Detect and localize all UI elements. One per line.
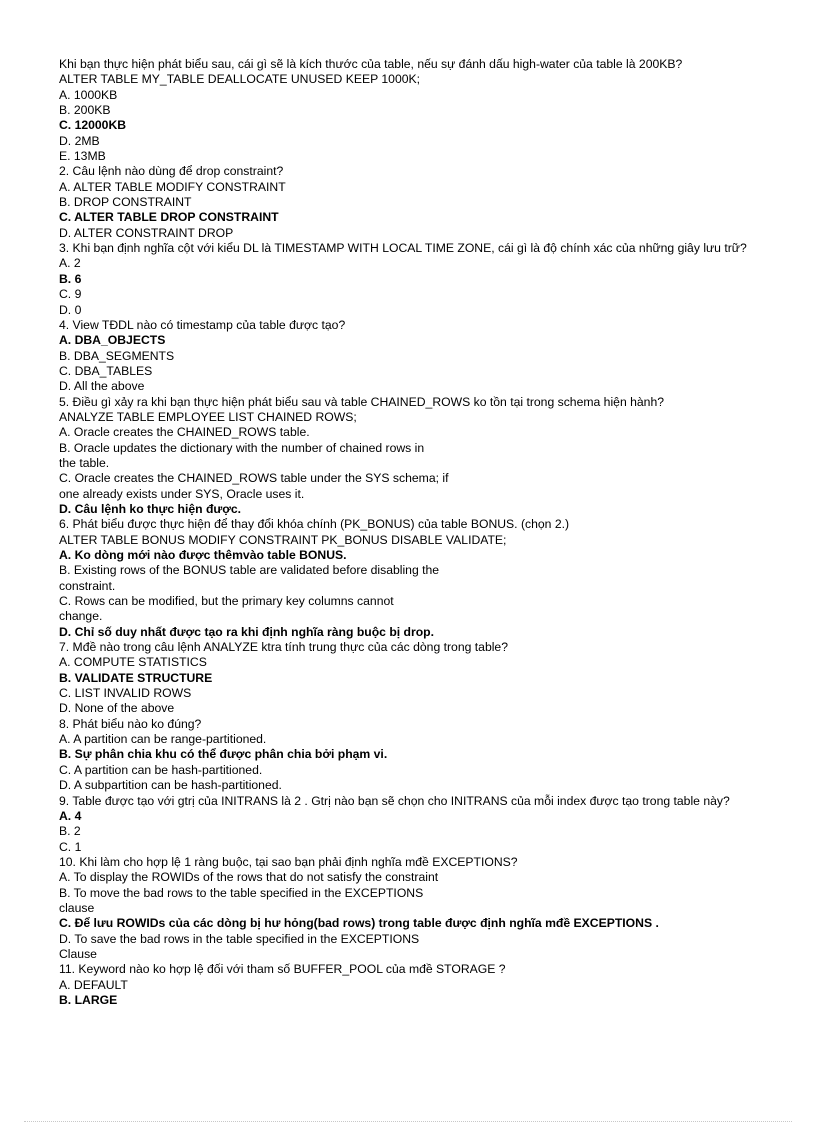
- page-bottom-divider: [24, 1121, 792, 1122]
- text-line: D. ALTER CONSTRAINT DROP: [59, 225, 234, 240]
- text-line: A. COMPUTE STATISTICS: [59, 655, 207, 670]
- text-line: A. ALTER TABLE MODIFY CONSTRAINT: [59, 179, 286, 194]
- text-line: 8. Phát biểu nào ko đúng?: [59, 716, 202, 731]
- text-line: 6. Phát biểu được thực hiện để thay đổi khóa chính (PK_BONUS) của table BONUS. (chọn 2.): [59, 517, 570, 532]
- text-line: D. Chỉ số duy nhất được tạo ra khi định nghĩa ràng buộc bị drop.: [59, 624, 434, 639]
- text-line: B. Oracle updates the dictionary with the number of chained rows in: [59, 440, 425, 455]
- text-line: B. DROP CONSTRAINT: [59, 195, 192, 210]
- text-line: D. A subpartition can be hash-partitioned.: [59, 778, 282, 793]
- text-line: A. A partition can be range-partitioned.: [59, 732, 267, 747]
- text-line: D. 0: [59, 302, 82, 317]
- text-line: C. DBA_TABLES: [59, 363, 153, 378]
- text-line: D. None of the above: [59, 701, 175, 716]
- text-line: C. 1: [59, 839, 82, 854]
- text-line: A. DEFAULT: [59, 977, 128, 992]
- text-line: B. VALIDATE STRUCTURE: [59, 670, 213, 685]
- text-line: A. 1000KB: [59, 87, 118, 102]
- text-line: E. 13MB: [59, 149, 106, 164]
- text-line: C. Rows can be modified, but the primary key columns cannot: [59, 594, 394, 609]
- text-line: A. 2: [59, 256, 81, 271]
- text-line: A. Oracle creates the CHAINED_ROWS table.: [59, 425, 310, 440]
- text-line: A. DBA_OBJECTS: [59, 333, 166, 348]
- text-line: B. Existing rows of the BONUS table are validated before disabling the: [59, 563, 440, 578]
- text-line: A. 4: [59, 808, 82, 823]
- text-line: 10. Khi làm cho hợp lệ 1 ràng buộc, tại sao bạn phải định nghĩa mđề EXCEPTIONS?: [59, 854, 518, 869]
- text-line: Khi bạn thực hiện phát biểu sau, cái gì sẽ là kích thước của table, nếu sự đánh dấu high-water của table là 200KB?: [59, 57, 683, 71]
- text-line: A. To display the ROWIDs of the rows that do not satisfy the constraint: [59, 870, 439, 885]
- text-line: B. 6: [59, 271, 82, 286]
- text-line: B. 200KB: [59, 103, 111, 118]
- text-line: the table.: [59, 455, 110, 470]
- text-line: C. Để lưu ROWIDs của các dòng bị hư hỏng(bad rows) trong table được định nghĩa mđề EXCEPTIONS .: [59, 916, 659, 931]
- text-line: 5. Điều gì xảy ra khi bạn thực hiện phát biểu sau và table CHAINED_ROWS ko tồn tại trong schema hiện hành?: [59, 394, 665, 409]
- text-line: Clause: [59, 946, 97, 961]
- text-line: 3. Khi bạn định nghĩa cột với kiểu DL là TIMESTAMP WITH LOCAL TIME ZONE, cái gì là độ chính xác của những giây lưu trữ?: [59, 241, 747, 256]
- text-line: B. Sự phân chia khu có thể được phân chia bởi phạm vi.: [59, 747, 388, 762]
- text-line: D. 2MB: [59, 133, 100, 148]
- text-line: 9. Table được tạo với gtrị của INITRANS là 2 . Gtrị nào bạn sẽ chọn cho INITRANS của mỗi index được tạo trong table này?: [59, 793, 730, 808]
- text-line: C. 9: [59, 287, 82, 302]
- text-line: D. Câu lệnh ko thực hiện được.: [59, 501, 242, 516]
- text-line: D. All the above: [59, 379, 145, 394]
- text-line: C. Oracle creates the CHAINED_ROWS table under the SYS schema; if: [59, 471, 449, 486]
- text-line: 7. Mđề nào trong câu lệnh ANALYZE ktra tính trung thực của các dòng trong table?: [59, 640, 508, 655]
- text-line: C. 12000KB: [59, 118, 127, 133]
- text-line: one already exists under SYS, Oracle uses it.: [59, 486, 305, 501]
- text-line: A. Ko dòng mới nào được thêmvào table BONUS.: [59, 548, 347, 562]
- text-line: change.: [59, 609, 103, 624]
- text-line: clause: [59, 900, 95, 915]
- text-line: 11. Keyword nào ko hợp lệ đối với tham số BUFFER_POOL của mđề STORAGE ?: [59, 962, 506, 977]
- text-line: 4. View TĐDL nào có timestamp của table được tạo?: [59, 317, 346, 332]
- text-line: ALTER TABLE MY_TABLE DEALLOCATE UNUSED KEEP 1000K;: [59, 72, 421, 87]
- text-line: B. 2: [59, 824, 81, 839]
- text-line: B. To move the bad rows to the table specified in the EXCEPTIONS: [59, 885, 424, 900]
- text-line: ALTER TABLE BONUS MODIFY CONSTRAINT PK_BONUS DISABLE VALIDATE;: [59, 532, 507, 547]
- text-line: B. LARGE: [59, 992, 118, 1007]
- document-page: [59, 57, 759, 1008]
- text-line: B. DBA_SEGMENTS: [59, 348, 175, 363]
- text-line: 2. Câu lệnh nào dùng để drop constraint?: [59, 164, 284, 179]
- text-line: C. A partition can be hash-partitioned.: [59, 762, 263, 777]
- text-line: C. LIST INVALID ROWS: [59, 686, 192, 701]
- text-line: constraint.: [59, 578, 116, 593]
- text-line: D. To save the bad rows in the table specified in the EXCEPTIONS: [59, 931, 420, 946]
- text-line: C. ALTER TABLE DROP CONSTRAINT: [59, 210, 279, 225]
- text-line: ANALYZE TABLE EMPLOYEE LIST CHAINED ROWS;: [59, 409, 357, 424]
